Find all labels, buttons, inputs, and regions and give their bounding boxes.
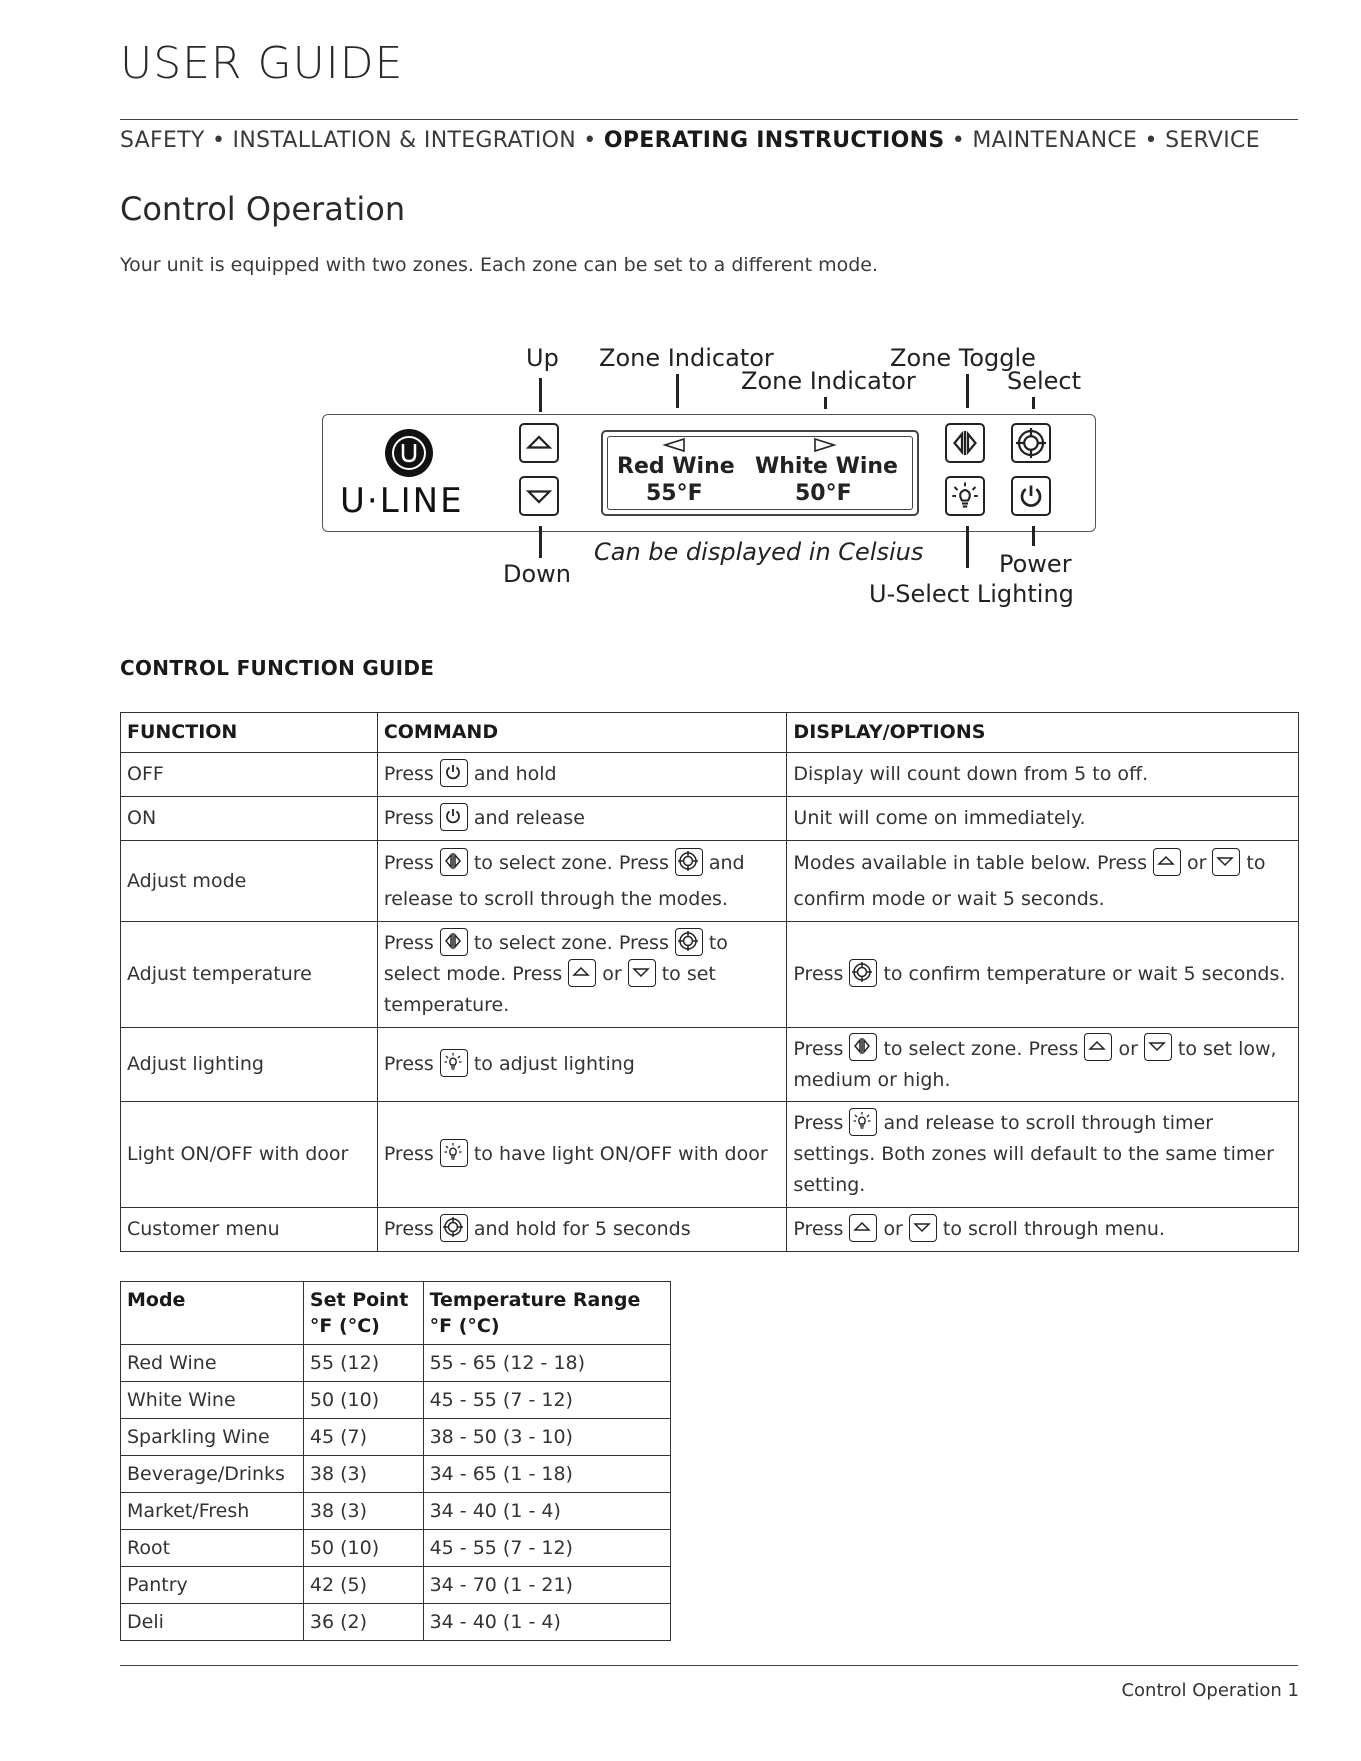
label-zone-toggle: Zone Toggle: [890, 344, 1036, 372]
text-fragment: and release to scroll through the modes.: [383, 852, 745, 910]
up-icon: [568, 959, 596, 987]
text-fragment: Red Wine: [121, 1345, 304, 1382]
text-fragment: 55 (12): [303, 1345, 423, 1382]
table-row: [121, 1456, 671, 1493]
header-temperature-range: [423, 1282, 670, 1345]
section-breadcrumb: [120, 128, 1298, 153]
text-fragment: White Wine: [121, 1382, 304, 1419]
lightbulb-icon: [849, 1108, 877, 1136]
leader-line: [539, 526, 542, 558]
command-cell: [377, 922, 787, 1028]
text-fragment: to confirm mode or wait 5 seconds.: [793, 852, 1266, 910]
header-divider: [120, 119, 1298, 120]
table-header-row: [121, 1282, 671, 1345]
zone-toggle-icon: [849, 1033, 877, 1061]
text-fragment: Press: [383, 1143, 434, 1165]
select-button[interactable]: [1011, 423, 1051, 463]
zone-toggle-icon: [440, 848, 468, 876]
header-set-point: [303, 1282, 423, 1345]
text-fragment: Pantry: [121, 1567, 304, 1604]
up-icon: [1084, 1033, 1112, 1061]
text-fragment: Modes available in table below. Press: [793, 852, 1147, 874]
table-row: [121, 1345, 671, 1382]
table-row: [121, 922, 1299, 1028]
command-cell: [377, 797, 787, 841]
text-fragment: 55 - 65 (12 - 18): [423, 1345, 670, 1382]
leader-line: [824, 397, 827, 409]
table-row: [121, 1028, 1299, 1102]
text-fragment: 34 - 40 (1 - 4): [423, 1604, 670, 1641]
header-command: COMMAND: [377, 713, 787, 753]
power-button[interactable]: [1011, 476, 1051, 516]
function-cell: Adjust temperature: [121, 922, 378, 1028]
down-icon: [628, 959, 656, 987]
footer-divider: [120, 1665, 1298, 1666]
text-fragment: or: [883, 1218, 903, 1240]
leader-line: [1032, 526, 1035, 546]
display-cell: Display will count down from 5 to off.: [787, 753, 1299, 797]
text-fragment: °F (°C): [309, 1315, 380, 1337]
select-icon: [440, 1214, 468, 1242]
display-cell: [787, 841, 1299, 922]
power-icon: [440, 803, 468, 831]
text-fragment: Beverage/Drinks: [121, 1456, 304, 1493]
display-cell: [787, 922, 1299, 1028]
leader-line: [1032, 397, 1035, 409]
text-fragment: or: [602, 963, 622, 985]
text-fragment: Press: [383, 763, 434, 785]
text-fragment: to have light ON/OFF with door: [473, 1143, 768, 1165]
text-fragment: °F (°C): [429, 1315, 500, 1337]
down-button[interactable]: [519, 476, 559, 516]
up-icon: [1153, 848, 1181, 876]
text-fragment: 50 (10): [303, 1530, 423, 1567]
text-fragment: 45 - 55 (7 - 12): [423, 1530, 670, 1567]
zone-toggle-icon: [947, 425, 983, 461]
text-fragment: or: [1118, 1037, 1138, 1060]
text-fragment: 34 - 40 (1 - 4): [423, 1493, 670, 1530]
down-icon: [521, 478, 557, 514]
function-cell: Adjust lighting: [121, 1028, 378, 1102]
lightbulb-icon: [947, 478, 983, 514]
leader-line: [676, 374, 679, 408]
text-fragment: 38 - 50 (3 - 10): [423, 1419, 670, 1456]
text-fragment: to select zone. Press: [473, 852, 669, 874]
function-cell: Light ON/OFF with door: [121, 1102, 378, 1208]
text-fragment: to adjust lighting: [473, 1053, 635, 1075]
function-guide-title: CONTROL FUNCTION GUIDE: [120, 656, 435, 680]
display-cell: Unit will come on immediately.: [787, 797, 1299, 841]
function-cell: Adjust mode: [121, 841, 378, 922]
select-icon: [675, 928, 703, 956]
down-icon: [1144, 1033, 1172, 1061]
mode-table: [120, 1281, 671, 1641]
label-select: Select: [1007, 367, 1082, 395]
table-row: [121, 753, 1299, 797]
leader-line: [966, 374, 969, 408]
lighting-button[interactable]: [945, 476, 985, 516]
lightbulb-icon: [440, 1049, 468, 1077]
text-fragment: 36 (2): [303, 1604, 423, 1641]
text-fragment: Press: [383, 1053, 434, 1075]
brand-logo-icon: [382, 426, 436, 480]
zone-left-arrow-icon: [662, 437, 686, 453]
text-fragment: Root: [121, 1530, 304, 1567]
text-fragment: 34 - 65 (1 - 18): [423, 1456, 670, 1493]
table-row: [121, 1567, 671, 1604]
nav-maintenance: MAINTENANCE: [972, 128, 1138, 153]
command-cell: [377, 841, 787, 922]
text-fragment: Press: [383, 1218, 434, 1240]
up-icon: [521, 425, 557, 461]
text-fragment: 42 (5): [303, 1567, 423, 1604]
label-down: Down: [503, 560, 572, 588]
label-power: Power: [999, 550, 1072, 578]
power-icon: [1013, 478, 1049, 514]
nav-safety: SAFETY: [120, 128, 205, 153]
section-intro: Your unit is equipped with two zones. Each zone can be set to a different mode.: [120, 254, 878, 276]
nav-separator: •: [583, 128, 597, 153]
header-function: FUNCTION: [121, 713, 378, 753]
text-fragment: and release: [473, 807, 585, 829]
text-fragment: Press: [383, 807, 434, 829]
function-cell: Customer menu: [121, 1208, 378, 1252]
text-fragment: to select mode. Press: [383, 932, 728, 985]
zone-toggle-button[interactable]: [945, 423, 985, 463]
text-fragment: and hold: [473, 763, 557, 785]
text-fragment: 45 - 55 (7 - 12): [423, 1382, 670, 1419]
table-row: [121, 1530, 671, 1567]
text-fragment: or: [1186, 852, 1207, 874]
text-fragment: Market/Fresh: [121, 1493, 304, 1530]
label-zone-indicator-2: Zone Indicator: [741, 367, 916, 395]
function-guide-table: [120, 712, 1299, 1252]
text-fragment: to confirm temperature or wait 5 seconds.: [883, 963, 1286, 985]
nav-service: SERVICE: [1165, 128, 1260, 153]
nav-installation: INSTALLATION & INTEGRATION: [232, 128, 576, 153]
table-row: [121, 1102, 1299, 1208]
nav-separator: •: [1144, 128, 1158, 153]
label-zone-indicator-1: Zone Indicator: [599, 344, 774, 372]
table-header-row: [121, 713, 1299, 753]
command-cell: [377, 753, 787, 797]
text-fragment: Press: [793, 1112, 844, 1134]
command-cell: [377, 1028, 787, 1102]
select-icon: [675, 848, 703, 876]
power-icon: [440, 759, 468, 787]
table-row: [121, 1493, 671, 1530]
text-fragment: Deli: [121, 1604, 304, 1641]
page-footer: Control Operation 1: [1121, 1680, 1299, 1701]
text-fragment: 38 (3): [303, 1493, 423, 1530]
table-row: [121, 1419, 671, 1456]
text-fragment: 45 (7): [303, 1419, 423, 1456]
nav-separator: •: [211, 128, 226, 153]
lightbulb-icon: [440, 1139, 468, 1167]
page-title: USER GUIDE: [120, 38, 404, 89]
zone-right-arrow-icon: [813, 437, 837, 453]
text-fragment: 34 - 70 (1 - 21): [423, 1567, 670, 1604]
zone2-temp: 50°F: [795, 481, 852, 506]
function-cell: OFF: [121, 753, 378, 797]
table-row: [121, 1208, 1299, 1252]
text-fragment: Set Point: [309, 1289, 409, 1311]
table-row: [121, 797, 1299, 841]
text-fragment: Press: [793, 963, 844, 985]
table-row: [121, 841, 1299, 922]
table-row: [121, 1604, 671, 1641]
display-cell: [787, 1102, 1299, 1208]
nav-separator: •: [951, 128, 966, 153]
nav-operating-current: OPERATING INSTRUCTIONS: [603, 128, 945, 153]
header-display: DISPLAY/OPTIONS: [787, 713, 1299, 753]
section-title: Control Operation: [120, 190, 406, 228]
text-fragment: to scroll through menu.: [942, 1218, 1165, 1240]
select-icon: [1013, 425, 1049, 461]
function-cell: ON: [121, 797, 378, 841]
text-fragment: to set temperature.: [383, 963, 716, 1016]
header-mode: Mode: [121, 1282, 304, 1345]
command-cell: [377, 1208, 787, 1252]
text-fragment: Sparkling Wine: [121, 1419, 304, 1456]
text-fragment: and release to scroll through timer settings. Both zones will default to the same timer setting.: [793, 1112, 1274, 1196]
zone-toggle-icon: [440, 928, 468, 956]
label-lighting: U-Select Lighting: [869, 580, 1074, 608]
up-icon: [849, 1214, 877, 1242]
text-fragment: 38 (3): [303, 1456, 423, 1493]
up-button[interactable]: [519, 423, 559, 463]
zone1-temp: 55°F: [646, 481, 703, 506]
table-row: [121, 1382, 671, 1419]
text-fragment: and hold for 5 seconds: [473, 1218, 691, 1240]
text-fragment: to select zone. Press: [883, 1037, 1079, 1060]
display-cell: [787, 1028, 1299, 1102]
select-icon: [849, 959, 877, 987]
text-fragment: to select zone. Press: [473, 932, 669, 954]
text-fragment: Temperature Range: [429, 1289, 641, 1311]
zone1-name: Red Wine: [617, 454, 735, 479]
label-up: Up: [526, 344, 559, 372]
text-fragment: Press: [793, 1037, 844, 1060]
zone2-name: White Wine: [755, 454, 898, 479]
leader-line: [966, 526, 969, 568]
down-icon: [909, 1214, 937, 1242]
brand-wordmark: U·LINE: [340, 481, 464, 521]
text-fragment: to set low, medium or high.: [793, 1037, 1277, 1091]
leader-line: [539, 378, 542, 412]
celsius-caption: Can be displayed in Celsius: [594, 538, 924, 566]
text-fragment: Press: [383, 932, 434, 954]
text-fragment: Press: [383, 852, 434, 874]
text-fragment: Press: [793, 1218, 844, 1240]
command-cell: [377, 1102, 787, 1208]
down-icon: [1212, 848, 1240, 876]
display-cell: [787, 1208, 1299, 1252]
text-fragment: 50 (10): [303, 1382, 423, 1419]
